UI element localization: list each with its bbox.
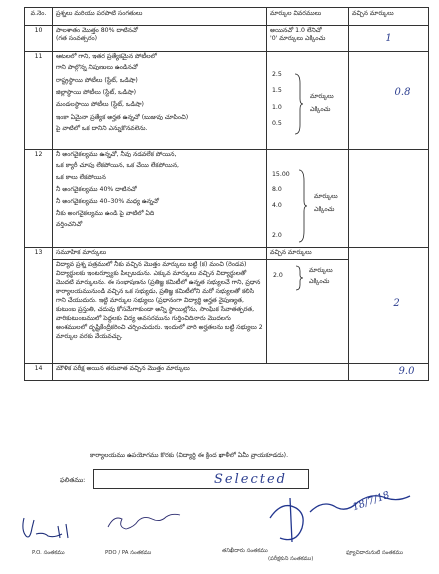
row-11-line: జిల్లాస్థాయి పోటీలు (స్టేట్, ఒడిషా)	[56, 89, 137, 97]
row-13-marks	[349, 248, 429, 364]
row-13-detail	[267, 248, 349, 364]
row-13-title: సమూహిక మార్కులు	[53, 248, 266, 260]
right-brace-icon	[295, 265, 304, 291]
row-12-line: నీ అంగవైకల్యము ఉన్నచో, నీవు నడవలేక పోయిన,	[56, 151, 177, 158]
header-sno: వ.నెం.	[25, 8, 53, 26]
row-10-marks-value: 1	[385, 32, 392, 44]
row-13-question	[53, 248, 267, 364]
pdo-signature-label: PDO / PA సంతకము	[105, 550, 152, 556]
examiner-signature-label: (పరీక్షకుని సంతకము)	[268, 556, 314, 562]
row-10-line: పాలశాతం మొత్తం 80% దాటినచో	[56, 27, 138, 34]
row-11-line: ఆటలలో గాని, ఇతర ప్రత్యేకమైన పోటీలలో	[56, 53, 157, 60]
table-row	[25, 52, 429, 150]
row-12-question	[53, 150, 267, 248]
row-11-scale-value: 0.5	[272, 120, 282, 128]
row-11-scale-text: ఎక్కించు	[310, 106, 331, 114]
row-10-detail	[267, 26, 349, 52]
row-12-line: నీ అంగవైకల్యము 40% దాటినచో	[56, 186, 137, 194]
inspector-signature-label: తనిఖీదారు సంతకము	[222, 548, 268, 554]
right-brace-icon	[298, 169, 308, 243]
row-13-number: 13	[25, 248, 53, 364]
result-label: ఫలితము:	[60, 476, 86, 484]
row-11-scale	[270, 53, 345, 147]
row-12-line: వర్తించనిచో	[56, 221, 83, 229]
row-11-line: పై వాటిలో ఒక దానిని ఎన్నుకొనవలెను.	[56, 125, 148, 133]
signature-date: 18/7/18	[351, 489, 392, 514]
row-13-scale	[267, 260, 348, 360]
row-11-scale-value: 1.5	[272, 87, 282, 95]
row-14-text: మౌళిక పరీక్ష అయిన తరువాత వచ్చిన మొత్తం మార్కులు	[53, 364, 349, 381]
coordinator-signature-label: ఫ్యూచిదారునుటి సంతకము	[346, 550, 403, 556]
row-14-marks-value: 9.0	[398, 366, 415, 377]
header-question: ప్రశ్నలు మరియు పరపాటి సంగతులు	[53, 8, 267, 26]
pdo-signature	[104, 505, 184, 535]
table-row	[25, 26, 429, 52]
po-signature	[18, 512, 88, 542]
row-13-paragraph: విద్యావ ప్రశ్న పత్రములో నీకు వచ్చిన మొత్తం మార్కులు బట్టి (క) మంచి (రెండవ) విద్యార్థులకు ఇంటర్వ్యూకు పిల్చబడును. ఎక్కువ మార్కులు వచ్చిన విద్యార్థులతో మొదటి మార్కులను. ఈ సంభాషణను (ప్రతిజ్ఞ కమిటీలో ఉన్నత సభ్యులచే గాని, ప్రధాన కార్యాలయమునుండి వచ్చిన ఒక సభ్యుడు, ప్రతిజ్ఞ కమిటీలోని మరో సభ్యులతో కలిసి గాని చేయుదురు. ఇట్టి మార్కుల సభ్యులు (ప్రధానంగా విద్యార్థి అర్హత నైపుణ్యత, కుటుంబ ప్రస్తుతి, చదువు కోసమేగాకుండా అన్ని స్థాయిల్లోను, సాంఘిక సేవాతత్పరత, వారికుటుంబములో పెద్దలకు విద్య అవసరమును గుర్తించిదినారు మొదలగు అంశములలో దృష్టికేంద్రీకరించి చర్చించుదురు. ఇందులో వారి అర్హతలను బట్టి సభ్యులు 2 మార్కుల వరకు వేయవచ్చు.	[56, 261, 263, 340]
row-12-scale-value: 2.0	[272, 232, 282, 240]
right-brace-icon	[294, 73, 304, 135]
office-use-note: కార్యాలయము ఉపయోగము కొరకు (విద్యార్థి ఈ క్రింద ఖాళీలో ఏమీ వ్రాయకూడదు).	[90, 452, 289, 459]
row-11-number: 11	[25, 52, 53, 150]
row-11-line: ఇంకా ఏమైనా ప్రత్యేక అర్హత ఉన్నచో (బుజువు చూపించి)	[56, 113, 189, 121]
header-marks-detail: మార్కుల వివరములు	[267, 8, 349, 26]
row-13-scale-text: ఎక్కించు	[309, 278, 330, 286]
row-12-line: ఒక క్యారీ చూపు లేకపోయిన, ఒక చేయి లేకపోయిన,	[56, 162, 180, 170]
row-10-number: 10	[25, 26, 53, 52]
row-12-number: 12	[25, 150, 53, 248]
row-11-question	[53, 52, 267, 150]
row-11-detail	[267, 52, 349, 150]
row-12-line: ఒక కాలు లేకపోయిన	[56, 173, 106, 181]
row-10-question	[53, 26, 267, 52]
row-13-marks-value: 2	[393, 297, 400, 309]
row-11-scale-text: మార్కులు	[310, 93, 334, 100]
row-12-scale-text: మార్కులు	[314, 193, 338, 200]
row-14-marks	[349, 364, 429, 381]
row-11-marks	[349, 52, 429, 150]
row-12-marks	[349, 150, 429, 248]
row-10-detail-line: '0' మార్కులు ఎక్కించు	[270, 35, 326, 43]
row-12-line: నీ అంగవైకల్యము 40–30% మధ్య ఉన్నచో	[56, 198, 159, 206]
table-header-row	[25, 8, 429, 26]
inspector-signature	[262, 478, 422, 552]
header-marks-given: వచ్చిన మార్కులు	[349, 8, 429, 26]
row-12-detail	[267, 150, 349, 248]
row-11-scale-value: 1.0	[272, 103, 282, 111]
result-value: Selected	[214, 472, 287, 487]
row-10-detail-line: అయినచో 1.0 లేనిచో	[270, 27, 322, 34]
row-11-marks-value: 0.8	[394, 86, 411, 98]
row-10-line: (గత సంవత్సరం)	[56, 35, 98, 43]
row-12-scale-value: 15.00	[272, 171, 290, 178]
table-row	[25, 150, 429, 248]
row-13-detail-title: వచ్చిన మార్కులు	[267, 248, 348, 260]
row-12-line: నీకు అంగవైకల్యము ఉండి పై వాటిలో ఏది	[56, 209, 155, 217]
row-11-line: గాని పాల్గొన్న నిపుణులు ఉండినచో	[56, 64, 138, 72]
row-11-scale-value: 2.5	[272, 71, 282, 78]
marks-table	[24, 7, 429, 381]
row-10-marks	[349, 26, 429, 52]
row-14-number: 14	[25, 364, 53, 381]
table-row	[25, 248, 429, 364]
table-row	[25, 364, 429, 381]
row-12-scale	[270, 151, 345, 245]
row-12-scale-text: ఎక్కించు	[314, 206, 335, 214]
row-11-line: రాష్ట్రస్థాయి పోటీలు (స్టేట్, ఒడిషా)	[56, 76, 138, 84]
po-signature-label: P.O. సంతకము	[32, 550, 65, 556]
row-13-scale-text: మార్కులు	[309, 267, 333, 274]
row-13-scale-value: 2.0	[273, 272, 283, 279]
row-12-scale-value: 4.0	[272, 201, 282, 209]
row-12-scale-value: 8.0	[272, 186, 282, 194]
row-11-line: మండలస్థాయి పోటీలు (స్టేట్, ఒడిషా)	[56, 101, 144, 109]
